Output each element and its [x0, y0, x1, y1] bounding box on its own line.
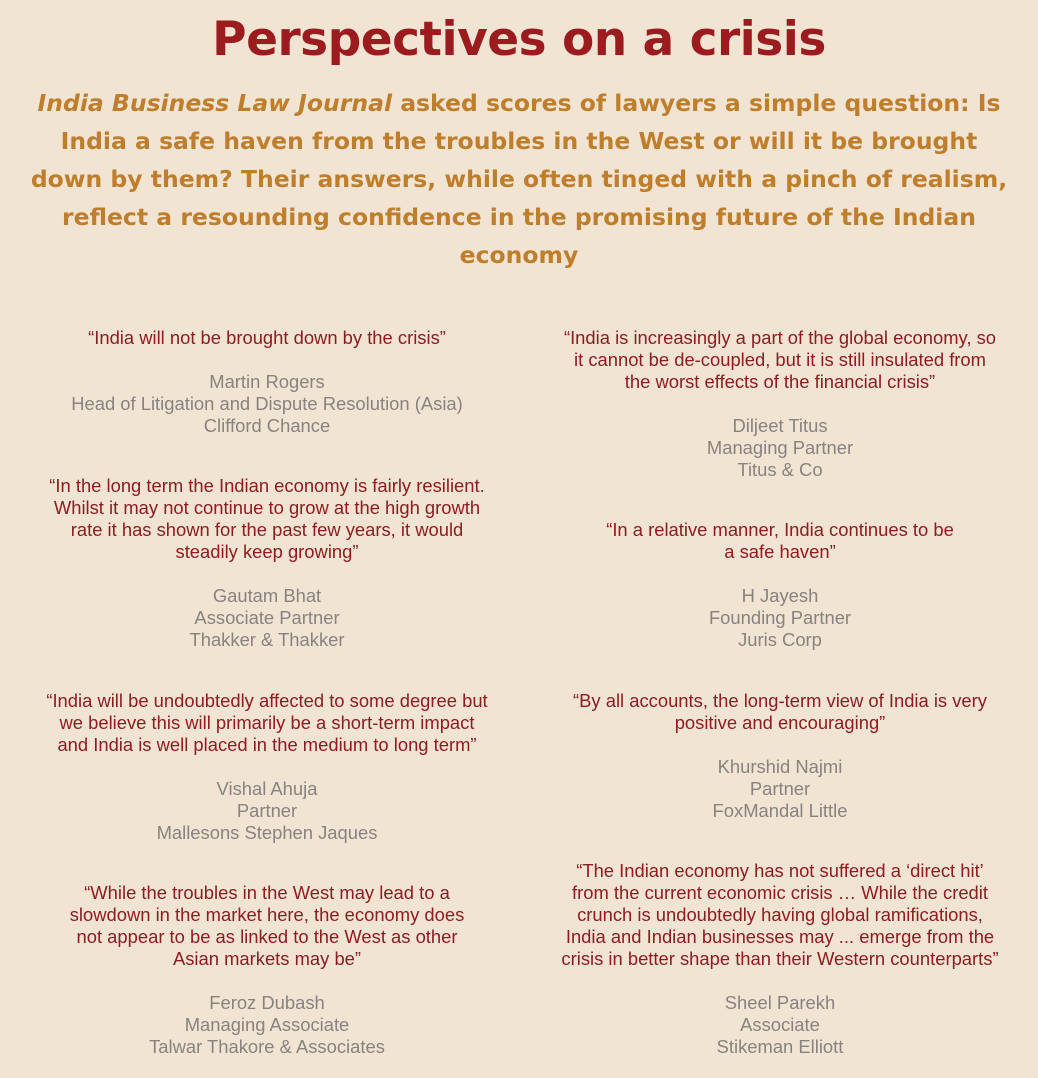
attribution	[17, 585, 517, 651]
attribution-name: Feroz Dubash	[209, 992, 325, 1013]
attribution-firm: Titus & Co	[737, 459, 823, 480]
quote-block	[530, 690, 1030, 822]
quote-text: “While the troubles in the West may lead to a slowdown in the market here, the economy does not appear to be as linked to the West as other Asian markets may be”	[69, 882, 465, 969]
attribution-name: Gautam Bhat	[212, 585, 322, 606]
attribution-title: Managing Associate	[184, 1014, 350, 1035]
attribution-name: Diljeet Titus	[732, 415, 828, 436]
quote-text: “The Indian economy has not suffered a ‘direct hit’ from the current economic crisis … While the credit crunch is undoubtedly having global ramifications, India and Indian businesses may ... emerge from the crisis in better shape than their Western counterparts”	[561, 860, 999, 969]
quote-block	[17, 882, 517, 1058]
quote-text: “By all accounts, the long-term view of India is very positive and encouraging”	[573, 690, 987, 733]
attribution	[530, 415, 1030, 481]
attribution-firm: Clifford Chance	[203, 415, 331, 436]
attribution-name: Vishal Ahuja	[216, 778, 318, 799]
attribution-title: Partner	[236, 800, 298, 821]
quote-block	[17, 690, 517, 844]
quote-block	[530, 860, 1030, 1058]
attribution	[17, 371, 517, 437]
attribution	[17, 778, 517, 844]
attribution-title: Associate Partner	[194, 607, 340, 628]
quote-block	[530, 519, 1030, 651]
attribution-name: Martin Rogers	[209, 371, 325, 392]
attribution-firm: Juris Corp	[738, 629, 822, 650]
quote-block	[17, 475, 517, 651]
attribution-title: Head of Litigation and Dispute Resolution (Asia)	[71, 393, 463, 414]
intro-standfirst	[30, 84, 1008, 274]
attribution	[530, 756, 1030, 822]
attribution-firm: Stikeman Elliott	[716, 1036, 844, 1057]
attribution-title: Founding Partner	[708, 607, 852, 628]
page-title: Perspectives on a crisis	[212, 12, 826, 67]
quote-block	[530, 327, 1030, 481]
attribution	[530, 992, 1030, 1058]
attribution-title: Associate	[740, 1014, 820, 1035]
attribution	[17, 992, 517, 1058]
quote-text: “In the long term the Indian economy is fairly resilient. Whilst it may not continue to grow at the high growth rate it has shown for the past few years, it would steadily keep growing”	[49, 475, 485, 562]
attribution-title: Partner	[749, 778, 811, 799]
quote-text: “India will be undoubtedly affected to some degree but we believe this will primarily be a short-term impact and India is well placed in the medium to long term”	[46, 690, 488, 755]
attribution-name: H Jayesh	[741, 585, 819, 606]
attribution-firm: Mallesons Stephen Jaques	[156, 822, 378, 843]
intro-text: asked scores of lawyers a simple question: Is India a safe haven from the troubles in the West or will it be brought down by them? Their answers, while often tinged with a pinch of realism, reflect a resounding confidence in the promising future of the Indian economy	[30, 89, 1008, 269]
attribution-firm: Talwar Thakore & Associates	[149, 1036, 385, 1057]
quote-text: “India will not be brought down by the crisis”	[88, 327, 446, 348]
attribution-title: Managing Partner	[706, 437, 854, 458]
quote-block	[17, 327, 517, 437]
attribution	[530, 585, 1030, 651]
attribution-firm: Thakker & Thakker	[189, 629, 345, 650]
attribution-firm: FoxMandal Little	[712, 800, 848, 821]
attribution-name: Sheel Parekh	[724, 992, 836, 1013]
journal-name: India Business Law Journal	[37, 89, 393, 117]
quote-text: “In a relative manner, India continues to be a safe haven”	[606, 519, 954, 562]
quote-text: “India is increasingly a part of the global economy, so it cannot be de-coupled, but it is still insulated from the worst effects of the financial crisis”	[563, 327, 997, 392]
attribution-name: Khurshid Najmi	[717, 756, 843, 777]
